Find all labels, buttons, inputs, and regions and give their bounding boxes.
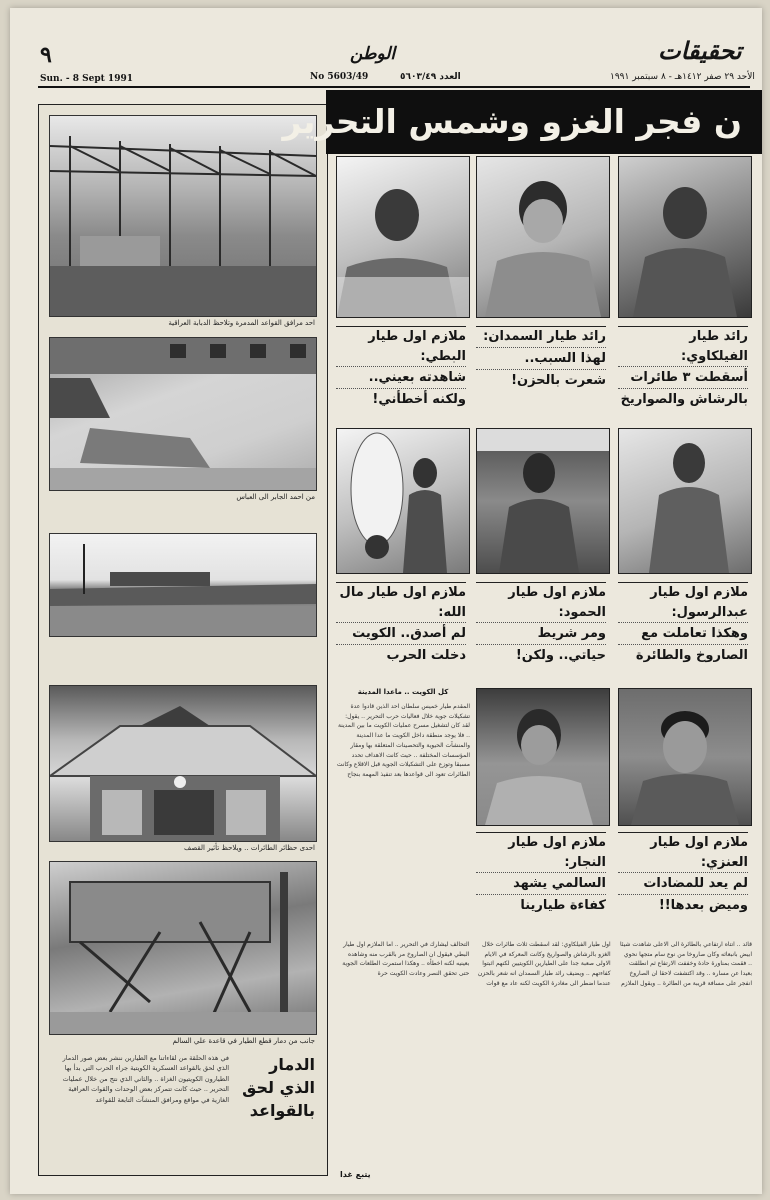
date-english: Sun. - 8 Sept 1991 xyxy=(40,74,133,84)
page-number: ٩ xyxy=(40,42,52,68)
headline-alsamdan: رائد طيار السمدان: لهذا السبب.. شعرت بالحزن! xyxy=(476,326,606,391)
portrait-albatti xyxy=(336,156,470,318)
portrait-alfailakawi xyxy=(618,156,752,318)
issue-number: No 5603/49 xyxy=(310,72,369,82)
date-arabic: الأحد ٢٩ صفر ١٤١٢هـ - ٨ سبتمبر ١٩٩١ xyxy=(610,72,755,82)
photo-caption-4: احدى حظائر الطائرات .. ويلاحظ تأثير القصف xyxy=(184,844,315,852)
left-photo-column xyxy=(38,104,328,1176)
photo-damaged-trainers xyxy=(49,533,317,637)
photo-caption-5: جانب من دمار قطع الطيار في قاعدة علي السالم xyxy=(172,1037,315,1045)
to-be-continued: يتبع غدا xyxy=(340,1170,371,1179)
section-title: تحقيقات xyxy=(658,36,742,65)
photo-wrecked-workshop xyxy=(49,861,317,1035)
headline-malallah: ملازم اول طيار مال الله: لم أصدق.. الكويت دخلت الحرب xyxy=(336,582,466,667)
masthead-rule xyxy=(38,86,750,88)
mid-body-text: المقدم طيار خميس سلطان احد الذين قادوا عدة تشكيلات جوية خلال فعاليات حرب التحرير .. يقول: لقد كان لتشغيل مسرح عمليات الكويت ما بين المدينة .. فلا يوجد منطقة داخل الكويت ما عدا المدينة والمنشآت الحيوية والتحصينات المتعلقة بها ومقار المؤسسات المختلفة .. حيث كانت الاهداف تحدد مسبقا وتوزع على التشكيلات الجوية قبل الاقلاع وكانت الطائرات تعود الى قواعدها بعد تنفيذ المهمة بنجاح xyxy=(336,703,470,779)
headline-abdulrasool: ملازم اول طيار عبدالرسول: وهكذا تعاملت مع الصاروخ والطائرة xyxy=(618,582,748,667)
headline-alfailakawi: رائد طيار الفيلكاوي: أسقطت ٣ طائرات بالرشاش والصواريخ xyxy=(618,326,748,411)
photo-caption-2: من احمد الجابر الى العباس xyxy=(236,493,315,501)
photo-destroyed-building xyxy=(49,337,317,491)
newspaper-logo: الوطن xyxy=(350,44,396,64)
photo-destroyed-hangar-1 xyxy=(49,115,317,317)
portrait-alhamoud xyxy=(476,428,610,574)
photo-caption-1: احد مرافق القواعد المدمرة وتلاحظ الدبابة العراقية xyxy=(168,319,315,327)
mid-subheading: كل الكويت .. ماعدا المدينة xyxy=(357,688,449,696)
newspaper-page xyxy=(10,8,762,1194)
portrait-malallah xyxy=(336,428,470,574)
portrait-alenezi xyxy=(618,688,752,826)
photo-aircraft-shelter xyxy=(49,685,317,842)
left-bottom-headline: الدمار الذي لحق بالقواعد xyxy=(242,1055,315,1121)
main-banner-headline: ن فجر الغزو وشمس التحرير xyxy=(326,90,762,154)
headline-alnajjar: ملازم اول طيار النجار: السالمي يشهد كفاءة طيارينا xyxy=(476,832,606,917)
issue-number-arabic: العدد ٥٦٠٣/٤٩ xyxy=(400,72,461,82)
portrait-abdulrasool xyxy=(618,428,752,574)
headline-alenezi: ملازم اول طيار العنزي: لم يعد للمضادات وميض بعدها!! xyxy=(618,832,748,917)
article-body-text: قائد .. انتاه ارتفاعي بالطائرة الى الاعلى شاهدت شيئا ابيض بانبعاثه وكان صاروخا من نوع سام متجها نحوي .. فقمت بمناورة حادة وخففت الارتفاع ثم انطلقت بعيدا عن مساره .. وقد اكتشفت لاحقا ان الصاروخ انفجر على مسافة قريبة من الطائرة .. ويقول الملازم اول طيار الفيلكاوي: لقد اسقطت ثلاث طائرات خلال الغزو بالرشاش والصواريخ وكانت المعركة في الايام الاولى صعبة جدا على الطيارين الكويتيين لكنهم اثبتوا كفاءتهم .. ويضيف رائد طيار السمدان انه شعر بالحزن عندما اضطر الى مغادرة الكويت لكنه عاد مع قوات التحالف ليشارك في التحرير .. اما الملازم اول طيار البطي فيقول ان الصاروخ مر بالقرب منه وشاهده بعينيه لكنه اخطأه .. وهكذا استمرت الطلعات الجوية حتى تحقق النصر وعادت الكويت حرة xyxy=(342,941,752,987)
masthead xyxy=(10,8,762,88)
headline-albatti: ملازم اول طيار البطي: شاهدته بعيني.. ولكنه أخطأني! xyxy=(336,326,466,411)
portrait-alsamdan xyxy=(476,156,610,318)
headline-alhamoud: ملازم اول طيار الحمود: ومر شريط حياتي.. ولكن! xyxy=(476,582,606,667)
portrait-alnajjar xyxy=(476,688,610,826)
left-bottom-text: في هذه الحلقة من لقاءاتنا مع الطيارين ننشر بعض صور الدمار الذي لحق بالقواعد العسكرية الكويتية جراء الحرب التي بدأ بها الطيارون الكويتيون الغزاة .. والثاني الذي نتج من خلال عمليات التحرير .. حيث كانت تتمركز بعض الوحدات والقوات العراقية الغازية في مواقع ومرافق المنشآت التابعة للقواعد xyxy=(62,1054,229,1104)
